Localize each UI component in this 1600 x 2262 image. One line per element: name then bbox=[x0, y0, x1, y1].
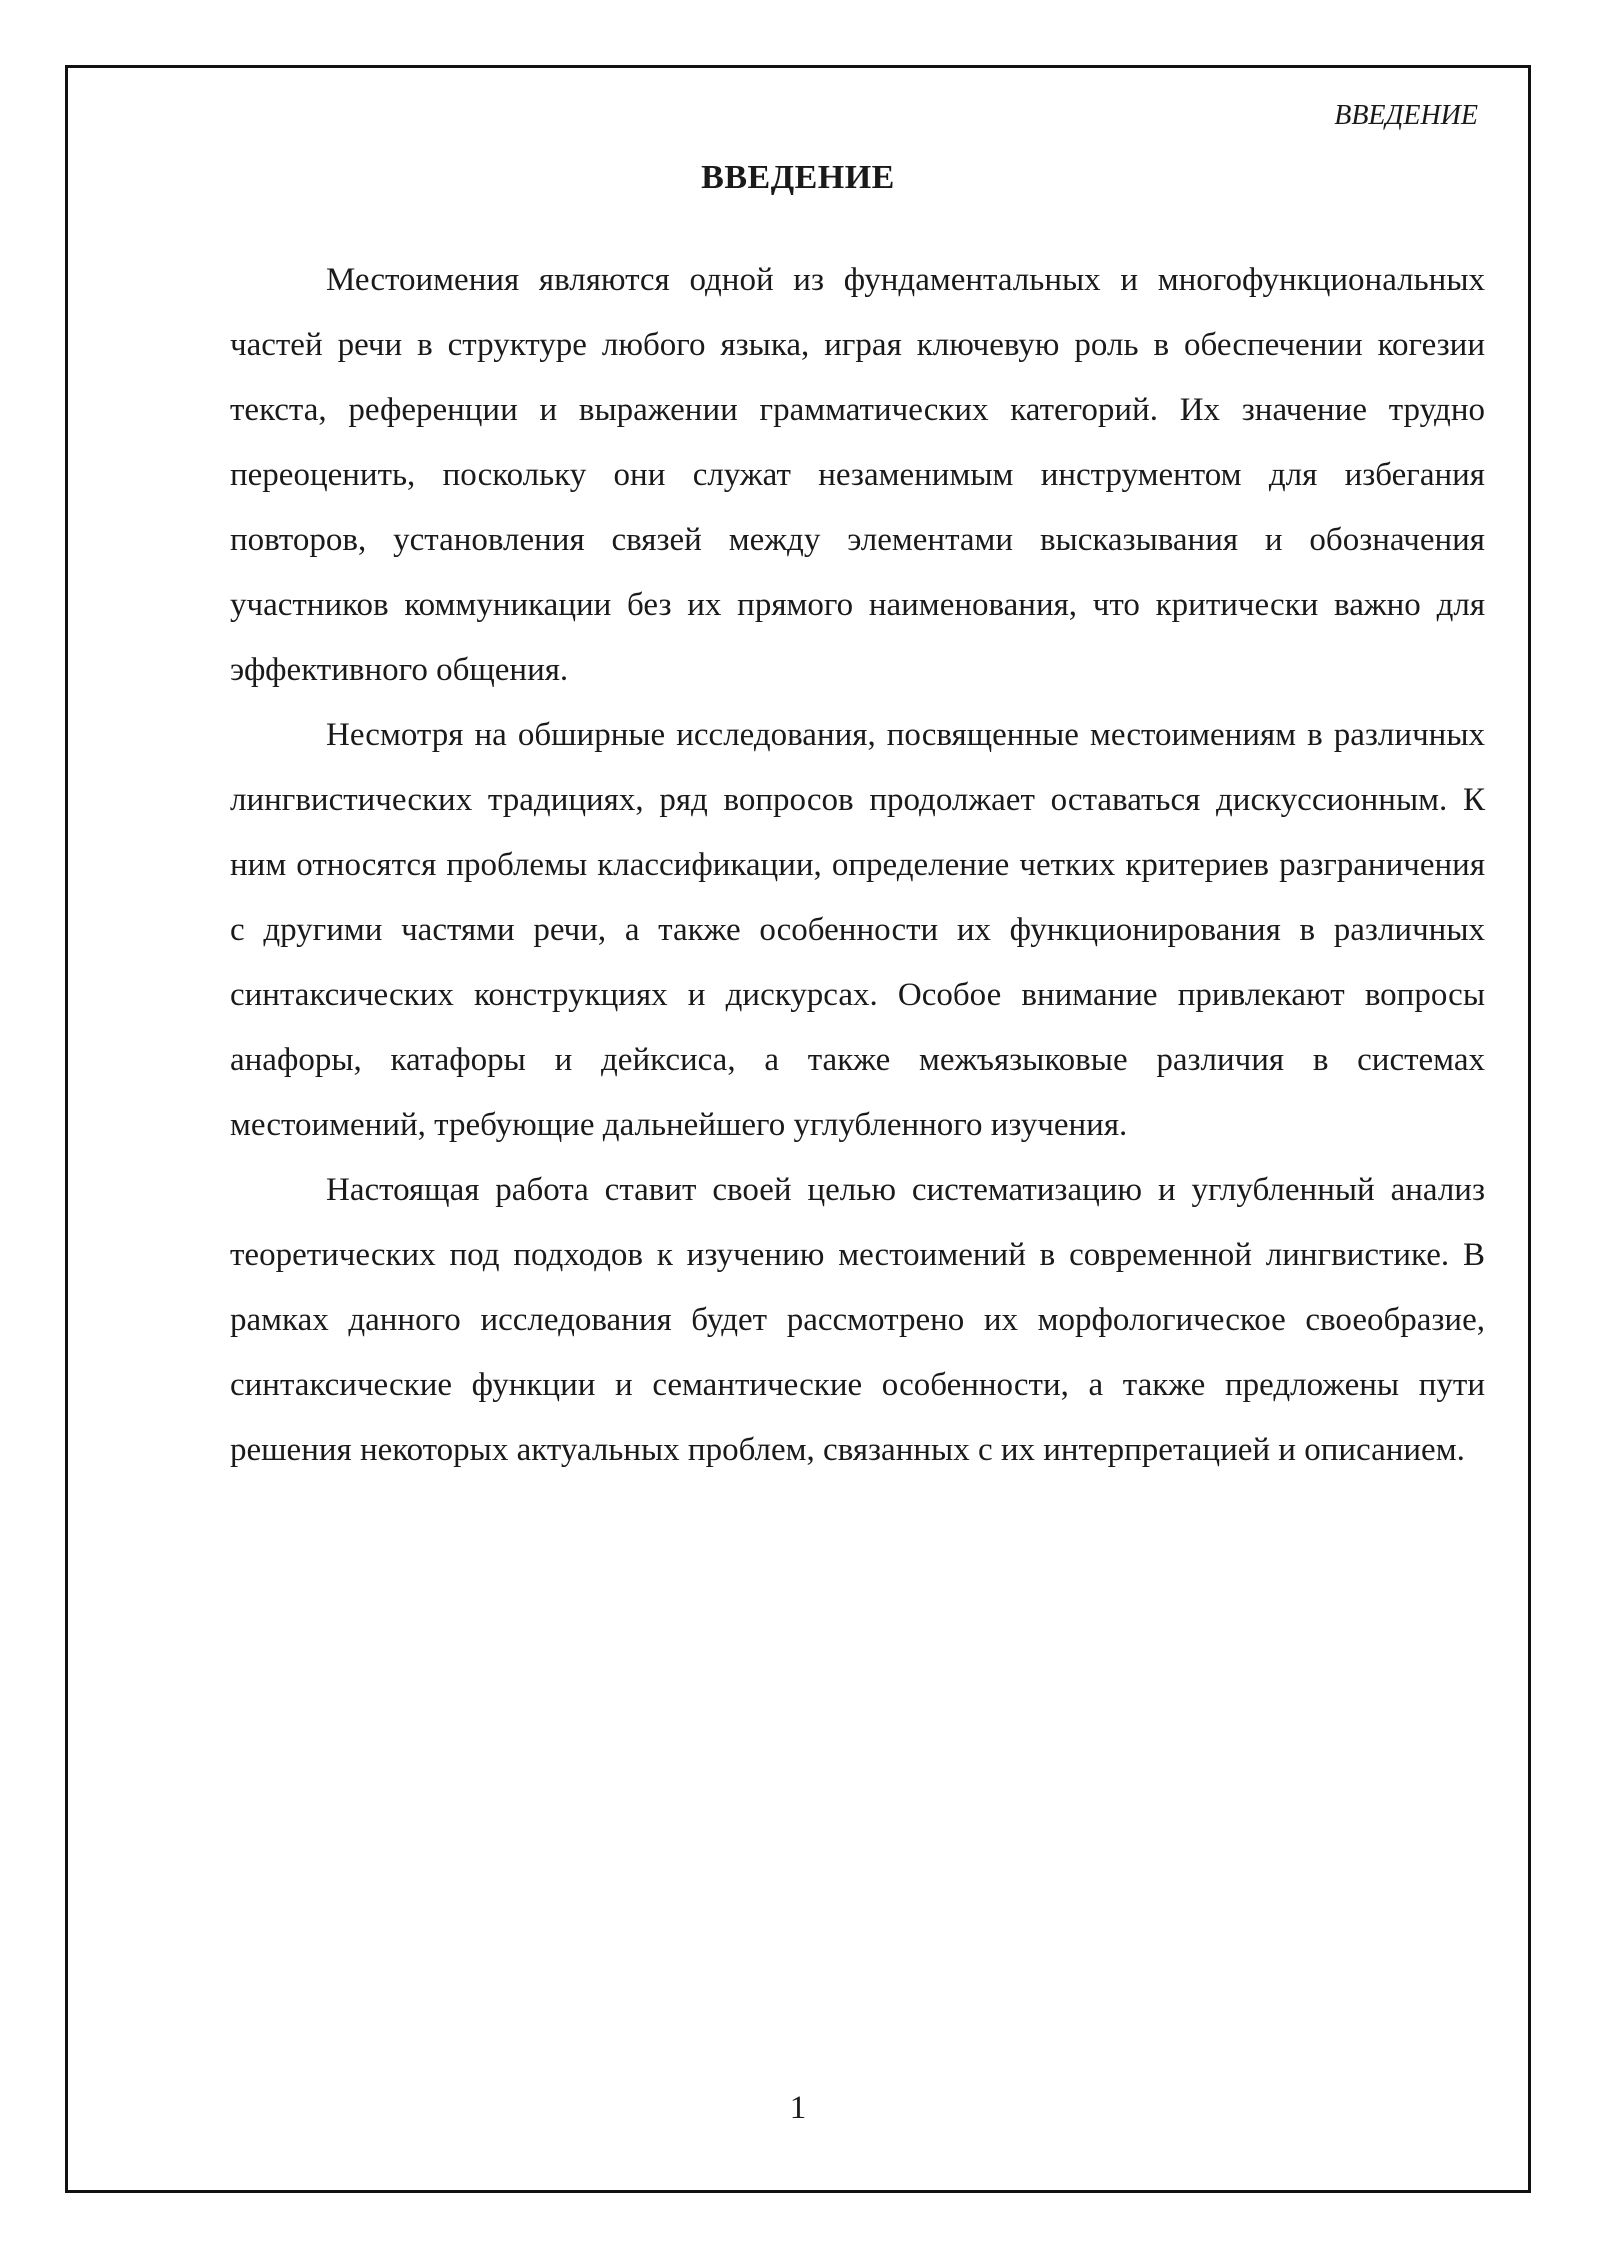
page-frame bbox=[65, 65, 1531, 2193]
page-number: 1 bbox=[789, 2090, 807, 2126]
page-title: ВВЕДЕНИЕ bbox=[701, 159, 895, 196]
paragraph-2: Несмотря на обширные исследования, посвященные местоимениям в различных лингвистических традициях, ряд вопросов продолжает оставаться дискуссионным. К ним относятся проблемы классификации, определение четких критериев разграничения с другими частями речи, а также особенности их функционирования в различных синтаксических конструкциях и дискурсах. Особое внимание привлекают вопросы анафоры, катафоры и дейксиса, а также межъязыковые различия в системах местоимений, требующие дальнейшего углубленного изучения. bbox=[230, 717, 1485, 1143]
paragraph-1: Местоимения являются одной из фундаментальных и многофункциональных частей речи в структуре любого языка, играя ключевую роль в обеспечении когезии текста, референции и выражении грамматических категорий. Их значение трудно переоценить, поскольку они служат незаменимым инструментом для избегания повторов, установления связей между элементами высказывания и обозначения участников коммуникации без их прямого наименования, что критически важно для эффективного общения. bbox=[230, 262, 1485, 688]
body-text bbox=[230, 248, 1485, 1483]
running-header: ВВЕДЕНИЕ bbox=[1334, 100, 1478, 131]
paragraph-3: Настоящая работа ставит своей целью систематизацию и углубленный анализ теоретических под подходов к изучению местоимений в современной лингвистике. В рамках данного исследования будет рассмотрено их морфологическое своеобразие, синтаксические функции и семантические особенности, а также предложены пути решения некоторых актуальных проблем, связанных с их интерпретацией и описанием. bbox=[230, 1172, 1485, 1468]
